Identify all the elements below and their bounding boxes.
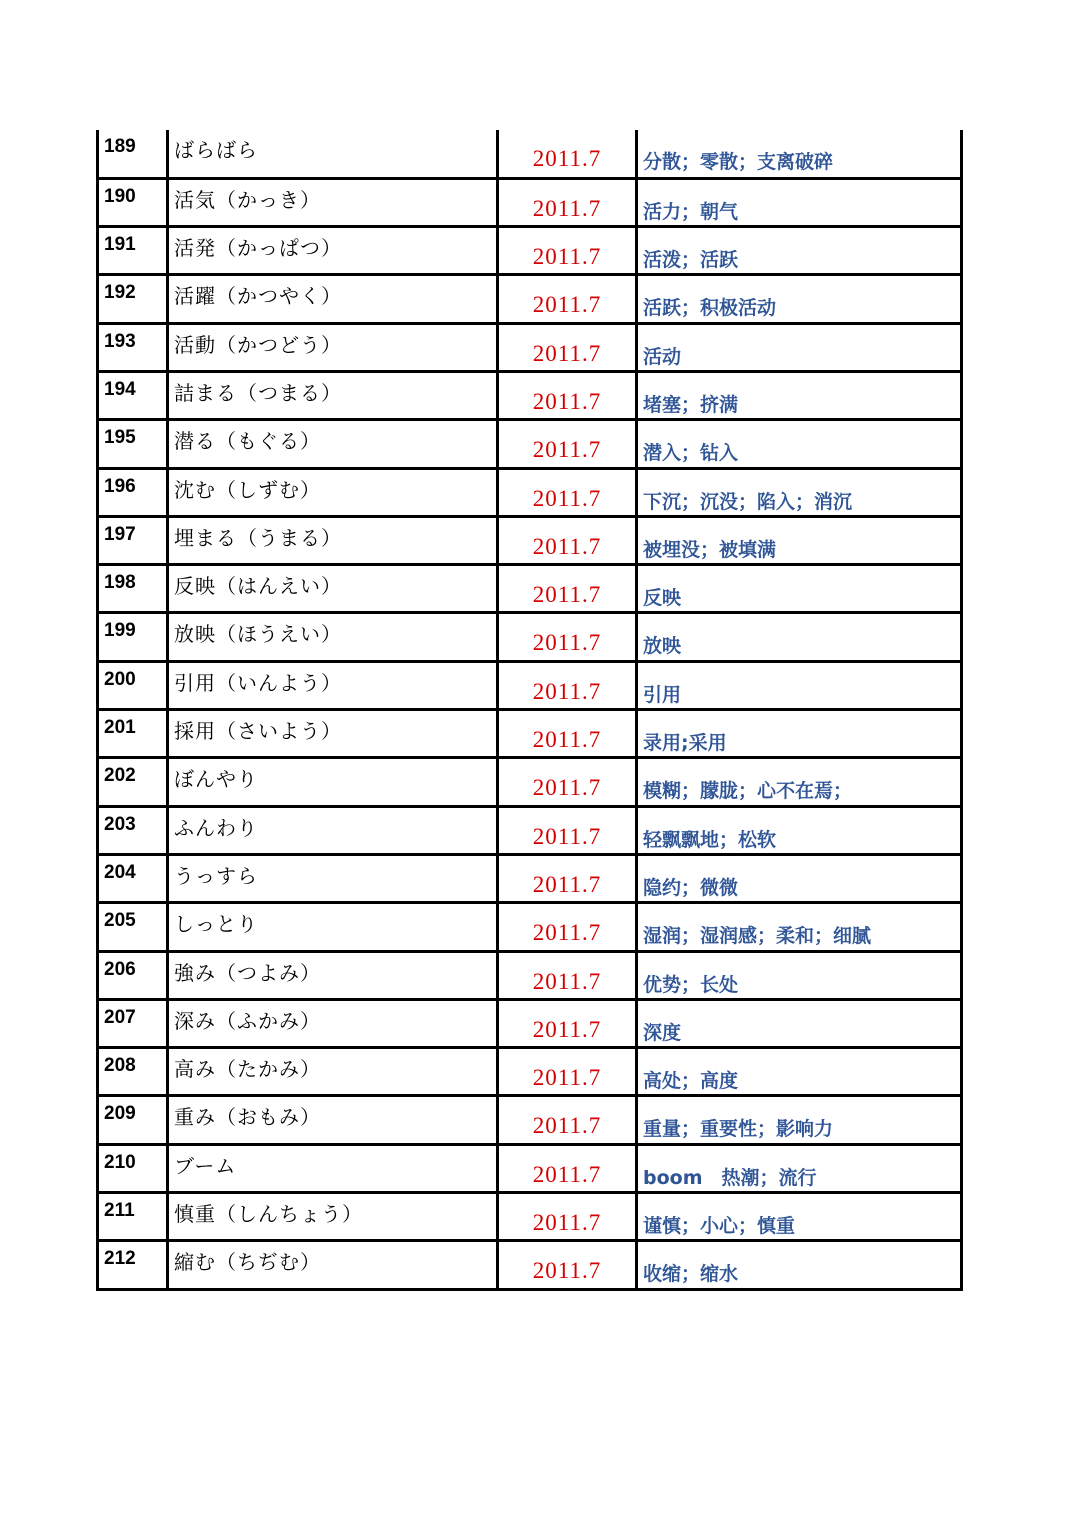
japanese-word: 活発（かっぱつ）	[174, 236, 342, 261]
entry-number: 211	[104, 1200, 135, 1222]
entry-number: 198	[104, 572, 136, 594]
chinese-meaning-cell	[637, 1144, 962, 1192]
chinese-meaning: 收缩；缩水	[643, 1263, 739, 1286]
japanese-word-cell	[168, 999, 498, 1047]
entry-number-cell	[98, 951, 168, 999]
japanese-word: うっすら	[174, 863, 258, 888]
japanese-word-cell	[168, 516, 498, 564]
entry-date: 2011.7	[532, 678, 602, 704]
entry-date-cell	[498, 1193, 637, 1241]
chinese-meaning-cell	[637, 613, 962, 661]
japanese-word: 沈む（しずむ）	[174, 477, 321, 502]
entry-date-cell	[498, 178, 637, 226]
japanese-word: 活気（かっき）	[174, 187, 321, 212]
chinese-meaning: 反映	[643, 587, 682, 610]
chinese-meaning: boom 热潮；流行	[643, 1166, 817, 1189]
entry-number-cell	[98, 323, 168, 371]
entry-number: 195	[104, 427, 136, 449]
entry-date-cell	[498, 516, 637, 564]
entry-date-cell	[498, 1096, 637, 1144]
entry-date: 2011.7	[532, 920, 602, 946]
chinese-meaning-cell	[637, 565, 962, 613]
japanese-word-cell	[168, 323, 498, 371]
chinese-meaning: 放映	[643, 635, 682, 658]
entry-date-cell	[498, 999, 637, 1047]
japanese-word: 高み（たかみ）	[174, 1057, 321, 1082]
japanese-word: ブーム	[174, 1153, 237, 1178]
chinese-meaning-cell	[637, 806, 962, 854]
japanese-word-cell	[168, 758, 498, 806]
table-row	[98, 1144, 962, 1192]
entry-date: 2011.7	[532, 727, 602, 753]
entry-date-cell	[498, 1048, 637, 1096]
entry-date: 2011.7	[532, 1161, 602, 1187]
entry-number-cell	[98, 1096, 168, 1144]
chinese-meaning: 轻飘飘地；松软	[643, 828, 777, 851]
japanese-word: 引用（いんよう）	[174, 670, 342, 695]
chinese-meaning: 湿润；湿润感；柔和；细腻	[643, 925, 872, 948]
japanese-word: 深み（ふかみ）	[174, 1008, 321, 1033]
chinese-meaning-cell	[637, 323, 962, 371]
entry-number: 206	[104, 958, 136, 980]
chinese-meaning: 高处；高度	[643, 1070, 739, 1093]
entry-date-cell	[498, 565, 637, 613]
entry-date-cell	[498, 130, 637, 178]
japanese-word: しっとり	[174, 912, 258, 937]
entry-number: 202	[104, 765, 136, 787]
entry-date-cell	[498, 1144, 637, 1192]
japanese-word: 活躍（かつやく）	[174, 284, 342, 309]
japanese-word-cell	[168, 468, 498, 516]
entry-date: 2011.7	[532, 1016, 602, 1042]
chinese-meaning-cell	[637, 371, 962, 419]
japanese-word-cell	[168, 1241, 498, 1289]
table-row	[98, 903, 962, 951]
japanese-word: 潜る（もぐる）	[174, 429, 321, 454]
table-row	[98, 565, 962, 613]
table-row	[98, 468, 962, 516]
chinese-meaning-cell	[637, 1048, 962, 1096]
chinese-meaning-cell	[637, 1096, 962, 1144]
chinese-meaning-cell	[637, 130, 962, 178]
table-row	[98, 758, 962, 806]
entry-date-cell	[498, 661, 637, 709]
entry-date: 2011.7	[532, 1065, 602, 1091]
entry-number-cell	[98, 227, 168, 275]
entry-date-cell	[498, 710, 637, 758]
entry-number: 197	[104, 523, 136, 545]
chinese-meaning-cell	[637, 1193, 962, 1241]
chinese-meaning-cell	[637, 275, 962, 323]
entry-number: 200	[104, 668, 136, 690]
japanese-word-cell	[168, 420, 498, 468]
entry-date: 2011.7	[532, 1258, 602, 1284]
entry-number: 192	[104, 282, 136, 304]
japanese-word-cell	[168, 565, 498, 613]
entry-number: 205	[104, 910, 136, 932]
japanese-word-cell	[168, 661, 498, 709]
entry-date-cell	[498, 227, 637, 275]
japanese-word: 活動（かつどう）	[174, 332, 342, 357]
entry-date-cell	[498, 371, 637, 419]
chinese-meaning-cell	[637, 1241, 962, 1289]
entry-number: 207	[104, 1006, 136, 1028]
table-row	[98, 371, 962, 419]
chinese-meaning: 下沉；沉没；陷入；消沉	[643, 490, 853, 513]
entry-number: 190	[104, 185, 136, 207]
entry-date-cell	[498, 854, 637, 902]
vocabulary-table	[96, 130, 963, 1291]
japanese-word: 詰まる（つまる）	[174, 380, 342, 405]
table-row	[98, 1241, 962, 1289]
table-row	[98, 999, 962, 1047]
entry-number-cell	[98, 130, 168, 178]
japanese-word-cell	[168, 903, 498, 951]
japanese-word: ばらばら	[174, 138, 258, 162]
table-row	[98, 854, 962, 902]
entry-number: 199	[104, 620, 136, 642]
entry-date-cell	[498, 806, 637, 854]
entry-number: 204	[104, 861, 136, 883]
entry-date: 2011.7	[532, 533, 602, 559]
chinese-meaning-cell	[637, 854, 962, 902]
entry-number-cell	[98, 661, 168, 709]
japanese-word: 強み（つよみ）	[174, 960, 321, 985]
japanese-word: ふんわり	[174, 815, 258, 840]
table-row	[98, 130, 962, 178]
entry-date-cell	[498, 951, 637, 999]
table-row	[98, 420, 962, 468]
entry-date-cell	[498, 468, 637, 516]
japanese-word-cell	[168, 613, 498, 661]
table-row	[98, 227, 962, 275]
entry-date-cell	[498, 613, 637, 661]
vocabulary-table-body	[98, 130, 962, 1289]
entry-date-cell	[498, 420, 637, 468]
table-row	[98, 323, 962, 371]
entry-number-cell	[98, 710, 168, 758]
entry-number-cell	[98, 758, 168, 806]
chinese-meaning: 被埋没；被填满	[643, 538, 777, 561]
entry-date: 2011.7	[532, 340, 602, 366]
japanese-word: 放映（ほうえい）	[174, 622, 342, 647]
entry-number-cell	[98, 420, 168, 468]
japanese-word-cell	[168, 1048, 498, 1096]
chinese-meaning-cell	[637, 227, 962, 275]
entry-number: 191	[104, 234, 136, 256]
entry-date: 2011.7	[532, 582, 602, 608]
table-row	[98, 661, 962, 709]
entry-date: 2011.7	[532, 388, 602, 414]
entry-number-cell	[98, 1048, 168, 1096]
chinese-meaning: 录用;采用	[643, 732, 727, 755]
japanese-word-cell	[168, 275, 498, 323]
entry-number-cell	[98, 999, 168, 1047]
entry-number-cell	[98, 1241, 168, 1289]
entry-number: 201	[104, 717, 136, 739]
entry-date-cell	[498, 1241, 637, 1289]
chinese-meaning: 优势；长处	[643, 973, 739, 996]
entry-date: 2011.7	[532, 485, 602, 511]
entry-date: 2011.7	[532, 437, 602, 463]
entry-date: 2011.7	[532, 630, 602, 656]
table-row	[98, 516, 962, 564]
chinese-meaning: 活泼；活跃	[643, 249, 739, 272]
chinese-meaning: 堵塞；挤满	[643, 393, 739, 416]
table-row	[98, 1193, 962, 1241]
entry-date: 2011.7	[532, 146, 602, 171]
entry-date: 2011.7	[532, 1210, 602, 1236]
chinese-meaning: 活动	[643, 345, 682, 368]
chinese-meaning-cell	[637, 661, 962, 709]
entry-number-cell	[98, 613, 168, 661]
entry-number-cell	[98, 275, 168, 323]
entry-date: 2011.7	[532, 195, 602, 221]
table-row	[98, 1048, 962, 1096]
table-row	[98, 806, 962, 854]
entry-date: 2011.7	[532, 1113, 602, 1139]
chinese-meaning-cell	[637, 516, 962, 564]
entry-date: 2011.7	[532, 871, 602, 897]
table-row	[98, 178, 962, 226]
table-row	[98, 275, 962, 323]
chinese-meaning: 隐约；微微	[643, 876, 739, 899]
japanese-word: ぼんやり	[174, 767, 258, 792]
table-row	[98, 613, 962, 661]
entry-date-cell	[498, 275, 637, 323]
chinese-meaning-cell	[637, 758, 962, 806]
entry-date: 2011.7	[532, 968, 602, 994]
entry-number-cell	[98, 371, 168, 419]
table-row	[98, 1096, 962, 1144]
entry-number: 209	[104, 1103, 136, 1125]
chinese-meaning-cell	[637, 903, 962, 951]
entry-number-cell	[98, 565, 168, 613]
entry-number: 193	[104, 330, 136, 352]
japanese-word-cell	[168, 371, 498, 419]
chinese-meaning-cell	[637, 951, 962, 999]
japanese-word: 慎重（しんちょう）	[174, 1202, 363, 1227]
chinese-meaning: 潜入；钻入	[643, 442, 739, 465]
chinese-meaning: 活跃；积极活动	[643, 297, 777, 320]
chinese-meaning-cell	[637, 468, 962, 516]
japanese-word-cell	[168, 951, 498, 999]
table-row	[98, 951, 962, 999]
japanese-word: 重み（おもみ）	[174, 1105, 321, 1130]
japanese-word-cell	[168, 227, 498, 275]
chinese-meaning: 深度	[643, 1021, 682, 1044]
entry-number-cell	[98, 178, 168, 226]
entry-date: 2011.7	[532, 823, 602, 849]
chinese-meaning: 活力；朝气	[643, 200, 739, 223]
entry-number: 210	[104, 1151, 136, 1173]
entry-number-cell	[98, 806, 168, 854]
entry-date: 2011.7	[532, 244, 602, 270]
entry-date-cell	[498, 323, 637, 371]
entry-number: 212	[104, 1248, 136, 1270]
entry-number: 194	[104, 378, 136, 400]
entry-number: 208	[104, 1055, 136, 1077]
japanese-word: 採用（さいよう）	[174, 719, 342, 744]
chinese-meaning-cell	[637, 178, 962, 226]
japanese-word-cell	[168, 130, 498, 178]
table-row	[98, 710, 962, 758]
entry-number-cell	[98, 516, 168, 564]
chinese-meaning: 分散；零散；支离破碎	[643, 151, 834, 173]
japanese-word-cell	[168, 854, 498, 902]
chinese-meaning-cell	[637, 420, 962, 468]
entry-number: 189	[104, 136, 136, 157]
chinese-meaning-cell	[637, 999, 962, 1047]
entry-date: 2011.7	[532, 292, 602, 318]
japanese-word: 埋まる（うまる）	[174, 525, 342, 550]
entry-date-cell	[498, 903, 637, 951]
japanese-word-cell	[168, 178, 498, 226]
chinese-meaning: 引用	[643, 683, 682, 706]
chinese-meaning-cell	[637, 710, 962, 758]
japanese-word: 縮む（ちぢむ）	[174, 1250, 321, 1275]
entry-date: 2011.7	[532, 775, 602, 801]
entry-number-cell	[98, 468, 168, 516]
entry-date-cell	[498, 758, 637, 806]
entry-number-cell	[98, 1144, 168, 1192]
japanese-word-cell	[168, 806, 498, 854]
entry-number: 203	[104, 813, 136, 835]
chinese-meaning: 重量；重要性；影响力	[643, 1118, 834, 1141]
entry-number-cell	[98, 854, 168, 902]
entry-number-cell	[98, 1193, 168, 1241]
entry-number: 196	[104, 475, 136, 497]
chinese-meaning: 谨慎；小心；慎重	[643, 1215, 796, 1238]
japanese-word: 反映（はんえい）	[174, 574, 342, 599]
japanese-word-cell	[168, 1096, 498, 1144]
japanese-word-cell	[168, 1144, 498, 1192]
chinese-meaning: 模糊；朦胧；心不在焉；	[643, 780, 853, 803]
japanese-word-cell	[168, 710, 498, 758]
japanese-word-cell	[168, 1193, 498, 1241]
entry-number-cell	[98, 903, 168, 951]
